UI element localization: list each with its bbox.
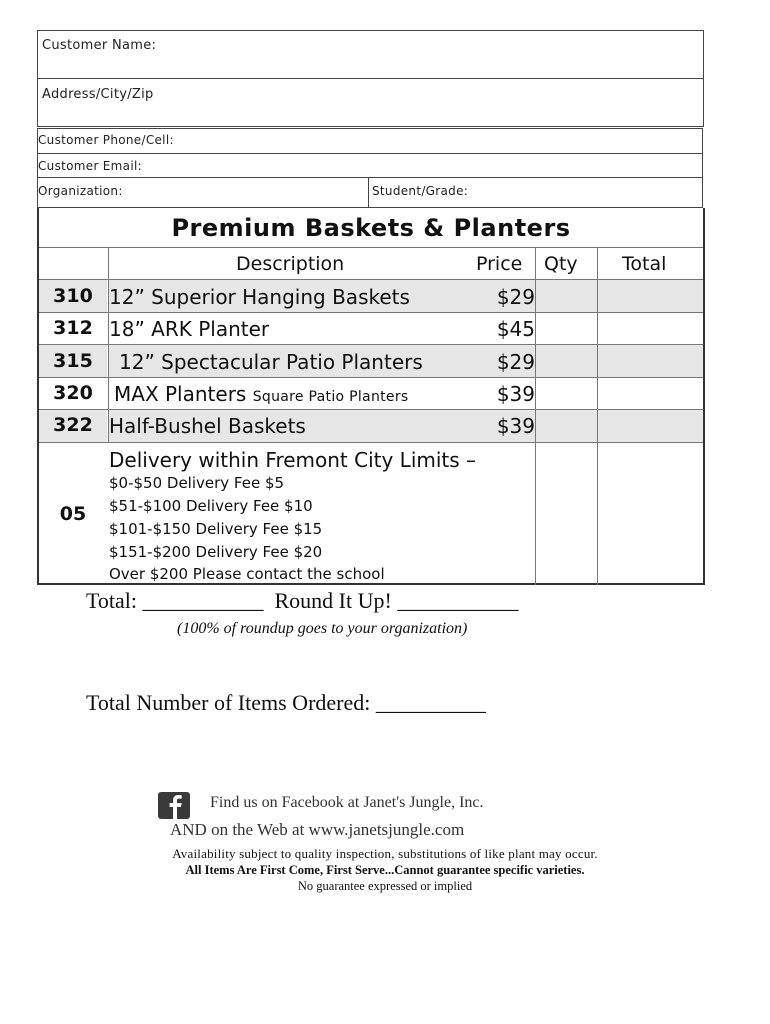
organization-label: Organization: [38,184,123,198]
delivery-fee: Over $200 Please contact the school [109,565,385,583]
phone-label: Customer Phone/Cell: [38,133,174,147]
email-label: Customer Email: [38,159,142,173]
order-table [37,208,705,585]
item-description [114,382,408,406]
address-label: Address/City/Zip [42,87,154,102]
item-description: Half-Bushel Baskets [109,414,306,438]
delivery-fee: $51-$100 Delivery Fee $10 [109,497,313,515]
guarantee-note: No guarantee expressed or implied [297,879,473,893]
facebook-text: Find us on Facebook at Janet's Jungle, Inc. [210,794,484,811]
item-price: $29 [496,350,535,374]
divider [39,442,703,443]
facebook-icon[interactable] [158,792,190,819]
item-description: 12” Superior Hanging Baskets [109,285,410,309]
table-title: Premium Baskets & Planters [171,214,571,242]
item-price: $39 [496,382,535,406]
divider [39,279,703,280]
customer-name-field[interactable] [37,30,704,79]
header-total: Total [622,253,667,275]
delivery-code: 05 [59,503,87,525]
divider [39,312,703,313]
divider [39,344,703,345]
item-code-310: 310 [53,285,93,307]
item-description-note: Square Patio Planters [252,389,409,405]
header-qty: Qty [544,253,578,275]
address-field[interactable] [37,78,704,127]
first-come-note: All Items Are First Come, First Serve...Cannot guarantee specific varieties. [185,863,585,877]
organization-field[interactable] [37,177,369,208]
student-grade-label: Student/Grade: [372,184,469,198]
facebook-f-glyph [158,792,190,819]
item-description: 12” Spectacular Patio Planters [119,350,423,374]
student-grade-field[interactable] [368,177,703,208]
item-code-315: 315 [53,350,93,372]
customer-name-label: Customer Name: [42,38,157,53]
item-description: 18” ARK Planter [109,317,270,341]
divider [39,377,703,378]
divider [535,247,536,585]
header-description: Description [236,253,345,275]
delivery-fee: $151-$200 Delivery Fee $20 [109,543,323,561]
item-price: $45 [496,317,535,341]
item-description-main: MAX Planters [114,382,247,406]
divider [597,247,598,585]
item-code-322: 322 [53,414,93,436]
availability-note: Availability subject to quality inspection, substitutions of like plant may occur. [172,846,598,861]
header-price: Price [476,253,523,275]
divider [39,247,703,248]
delivery-fee: $101-$150 Delivery Fee $15 [109,520,323,538]
delivery-title: Delivery within Fremont City Limits – [109,448,477,472]
item-code-320: 320 [53,382,93,404]
items-ordered-line: Total Number of Items Ordered: __________ [86,690,486,715]
email-field[interactable] [37,153,703,178]
item-code-312: 312 [53,317,93,339]
item-price: $29 [496,285,535,309]
delivery-fee: $0-$50 Delivery Fee $5 [109,474,285,492]
divider [39,409,703,410]
phone-field[interactable] [37,128,703,154]
total-roundup-line: Total: ___________ Round It Up! ___________ [86,588,519,613]
web-text: AND on the Web at www.janetsjungle.com [170,820,465,839]
roundup-note: (100% of roundup goes to your organization) [177,620,468,637]
item-price: $39 [496,414,535,438]
